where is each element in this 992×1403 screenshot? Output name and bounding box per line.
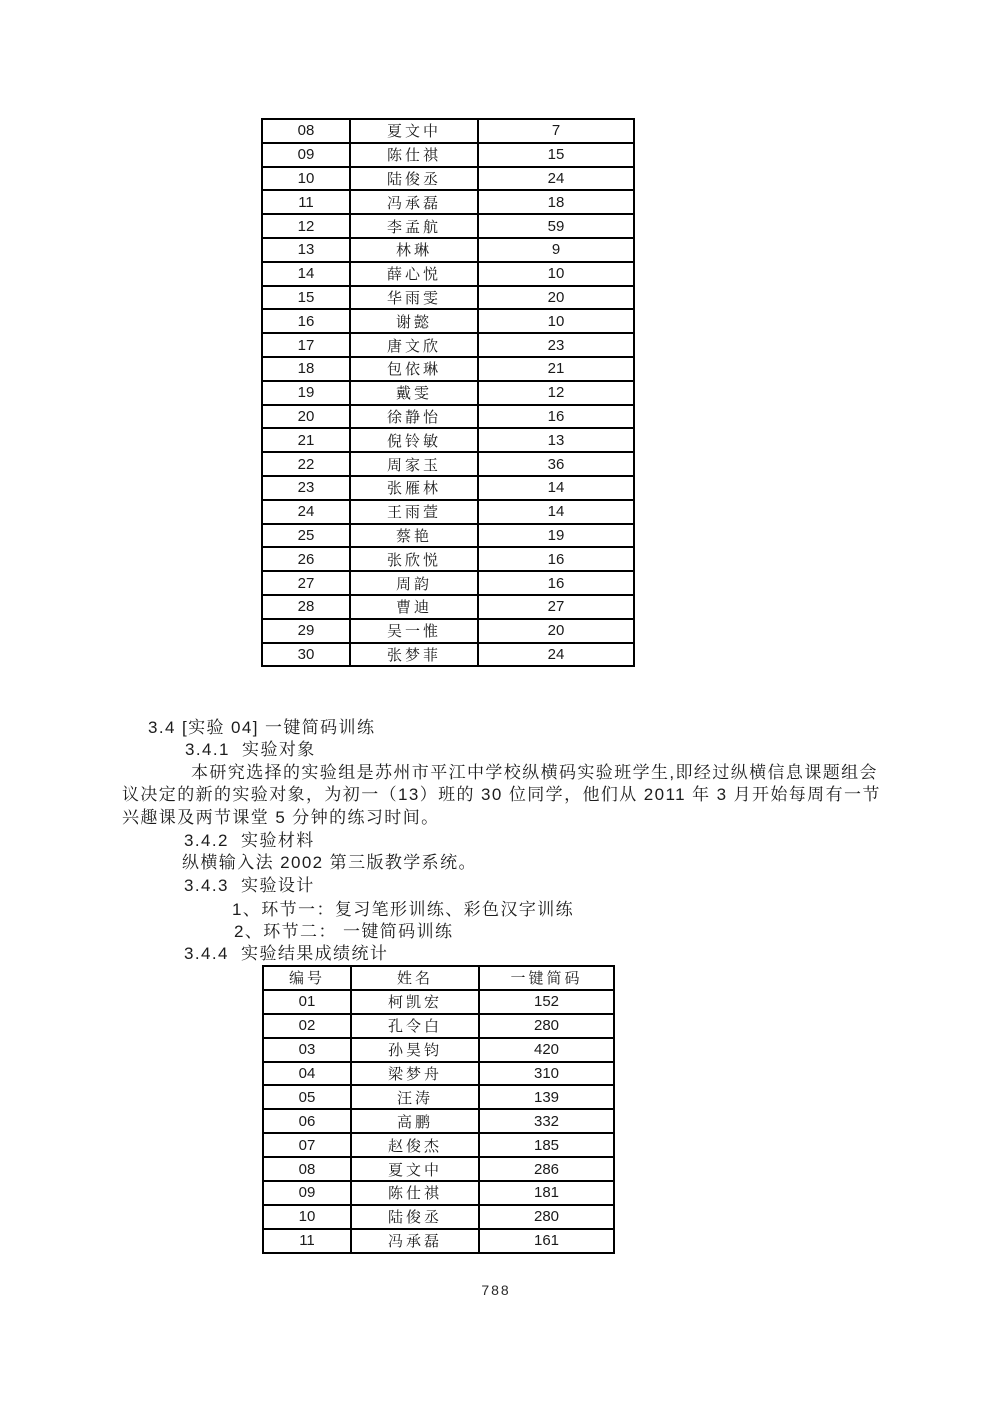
cell-student-name: 戴雯 [350,381,478,405]
cell-student-number: 06 [263,1109,351,1133]
table-row [263,1181,614,1205]
cell-student-name: 王雨萱 [350,500,478,524]
cell-student-number: 09 [262,143,350,167]
cell-score: 36 [478,452,634,476]
table-row [262,476,634,500]
cell-student-number: 13 [262,238,350,262]
table-row [263,990,614,1014]
header-row [263,966,614,990]
cell-student-name: 李孟航 [350,214,478,238]
cell-score: 24 [478,167,634,191]
table-row [263,1038,614,1062]
cell-score: 161 [479,1229,614,1253]
cell-student-number: 18 [262,357,350,381]
cell-student-name: 高鹏 [351,1109,479,1133]
table-row [262,309,634,333]
table-row [262,333,634,357]
cell-student-number: 26 [262,547,350,571]
cell-student-name: 陈仕祺 [351,1181,479,1205]
cell-student-number: 10 [262,167,350,191]
page-number: 788 [481,1282,511,1298]
cell-student-name: 张雁林 [350,476,478,500]
cell-student-name: 包依琳 [350,357,478,381]
cell-student-name: 陆俊丞 [351,1205,479,1229]
cell-student-number: 20 [262,405,350,429]
cell-student-number: 24 [262,500,350,524]
table-row [262,547,634,571]
cell-student-number: 12 [262,214,350,238]
cell-score: 24 [478,643,634,667]
cell-student-number: 27 [262,571,350,595]
table-row [262,262,634,286]
section-heading-3-4-1: 3.4.1 实验对象 [185,740,316,759]
table-row [262,500,634,524]
cell-score: 18 [478,190,634,214]
cell-student-name: 周家玉 [350,452,478,476]
cell-score: 15 [478,143,634,167]
material-line: 纵横输入法 2002 第三版教学系统。 [182,853,477,872]
cell-score: 10 [478,309,634,333]
section-heading-3-4-3: 3.4.3 实验设计 [184,876,315,895]
cell-score: 185 [479,1133,614,1157]
table-row [263,1014,614,1038]
section-heading-3-4-2: 3.4.2 实验材料 [184,831,315,850]
table-row [262,571,634,595]
cell-score: 16 [478,571,634,595]
cell-student-number: 17 [262,333,350,357]
cell-student-number: 07 [263,1133,351,1157]
table-row [262,452,634,476]
cell-score: 332 [479,1109,614,1133]
scores-table-part1-body [262,119,634,666]
cell-student-name: 陆俊丞 [350,167,478,191]
table-row [262,190,634,214]
cell-score: 9 [478,238,634,262]
cell-student-name: 倪铃敏 [350,428,478,452]
cell-student-number: 23 [262,476,350,500]
cell-student-number: 15 [262,286,350,310]
header-one-key-code: 一键简码 [479,966,614,990]
table-row [262,357,634,381]
cell-score: 16 [478,405,634,429]
cell-student-name: 周韵 [350,571,478,595]
results-table-header [263,966,614,990]
cell-score: 14 [478,476,634,500]
cell-student-number: 22 [262,452,350,476]
table-row [262,524,634,548]
cell-student-number: 29 [262,619,350,643]
table-row [262,643,634,667]
cell-score: 181 [479,1181,614,1205]
cell-score: 12 [478,381,634,405]
table-row [262,428,634,452]
cell-student-number: 05 [263,1085,351,1109]
cell-student-number: 14 [262,262,350,286]
table-row [263,1205,614,1229]
cell-student-name: 张梦菲 [350,643,478,667]
cell-student-name: 夏文中 [350,119,478,143]
cell-student-name: 林琳 [350,238,478,262]
cell-student-name: 孙昊钧 [351,1038,479,1062]
cell-score: 14 [478,500,634,524]
cell-score: 420 [479,1038,614,1062]
cell-student-name: 谢懿 [350,309,478,333]
paragraph-line-2: 议决定的新的实验对象，为初一（13）班的 30 位同学，他们从 2011 年 3 月开始每周有一节 [122,785,881,804]
results-table-body [263,990,614,1253]
cell-student-name: 汪涛 [351,1085,479,1109]
table-row [263,1133,614,1157]
table-row [262,595,634,619]
table-row [263,1157,614,1181]
cell-student-number: 08 [263,1157,351,1181]
cell-score: 27 [478,595,634,619]
scores-table-part1 [261,118,635,667]
cell-score: 7 [478,119,634,143]
cell-student-number: 11 [262,190,350,214]
cell-score: 286 [479,1157,614,1181]
cell-student-name: 陈仕祺 [350,143,478,167]
cell-student-name: 蔡艳 [350,524,478,548]
cell-student-number: 04 [263,1062,351,1086]
cell-student-name: 唐文欣 [350,333,478,357]
cell-score: 280 [479,1205,614,1229]
table-row [262,167,634,191]
table-row [262,381,634,405]
cell-student-number: 30 [262,643,350,667]
cell-student-name: 曹迪 [350,595,478,619]
table-row [262,405,634,429]
cell-score: 10 [478,262,634,286]
cell-student-name: 赵俊杰 [351,1133,479,1157]
table-row [263,1062,614,1086]
cell-score: 21 [478,357,634,381]
table-row [262,119,634,143]
cell-score: 20 [478,619,634,643]
table-row [262,619,634,643]
cell-score: 152 [479,990,614,1014]
header-number: 编号 [263,966,351,990]
design-item-1: 1、环节一：复习笔形训练、彩色汉字训练 [232,900,575,919]
cell-student-number: 21 [262,428,350,452]
section-heading-3-4: 3.4 [实验 04] 一键简码训练 [148,718,376,737]
cell-student-number: 10 [263,1205,351,1229]
cell-student-name: 张欣悦 [350,547,478,571]
cell-student-number: 01 [263,990,351,1014]
cell-student-name: 薛心悦 [350,262,478,286]
table-row [263,1109,614,1133]
table-row [262,143,634,167]
cell-student-number: 25 [262,524,350,548]
cell-score: 139 [479,1085,614,1109]
paragraph-line-3: 兴趣课及两节课堂 5 分钟的练习时间。 [122,808,440,827]
cell-score: 19 [478,524,634,548]
table-row [262,238,634,262]
cell-student-number: 28 [262,595,350,619]
cell-student-name: 华雨雯 [350,286,478,310]
cell-student-number: 16 [262,309,350,333]
cell-student-name: 柯凯宏 [351,990,479,1014]
table-row [262,286,634,310]
cell-score: 310 [479,1062,614,1086]
cell-student-name: 徐静怡 [350,405,478,429]
cell-score: 280 [479,1014,614,1038]
section-heading-3-4-4: 3.4.4 实验结果成绩统计 [184,944,389,963]
cell-student-name: 吴一惟 [350,619,478,643]
cell-student-number: 19 [262,381,350,405]
cell-student-number: 09 [263,1181,351,1205]
cell-student-name: 夏文中 [351,1157,479,1181]
results-table [262,965,615,1254]
cell-student-number: 03 [263,1038,351,1062]
table-row [263,1085,614,1109]
header-name: 姓名 [351,966,479,990]
cell-score: 23 [478,333,634,357]
design-item-2: 2、环节二： 一键简码训练 [234,922,454,941]
cell-score: 59 [478,214,634,238]
cell-student-name: 冯承磊 [351,1229,479,1253]
cell-student-name: 梁梦舟 [351,1062,479,1086]
cell-student-name: 冯承磊 [350,190,478,214]
cell-score: 13 [478,428,634,452]
paragraph-line-1: 本研究选择的实验组是苏州市平江中学校纵横码实验班学生,即经过纵横信息课题组会 [191,763,878,782]
table-row [263,1229,614,1253]
cell-student-name: 孔令白 [351,1014,479,1038]
cell-student-number: 08 [262,119,350,143]
cell-student-number: 11 [263,1229,351,1253]
cell-score: 16 [478,547,634,571]
table-row [262,214,634,238]
cell-score: 20 [478,286,634,310]
cell-student-number: 02 [263,1014,351,1038]
